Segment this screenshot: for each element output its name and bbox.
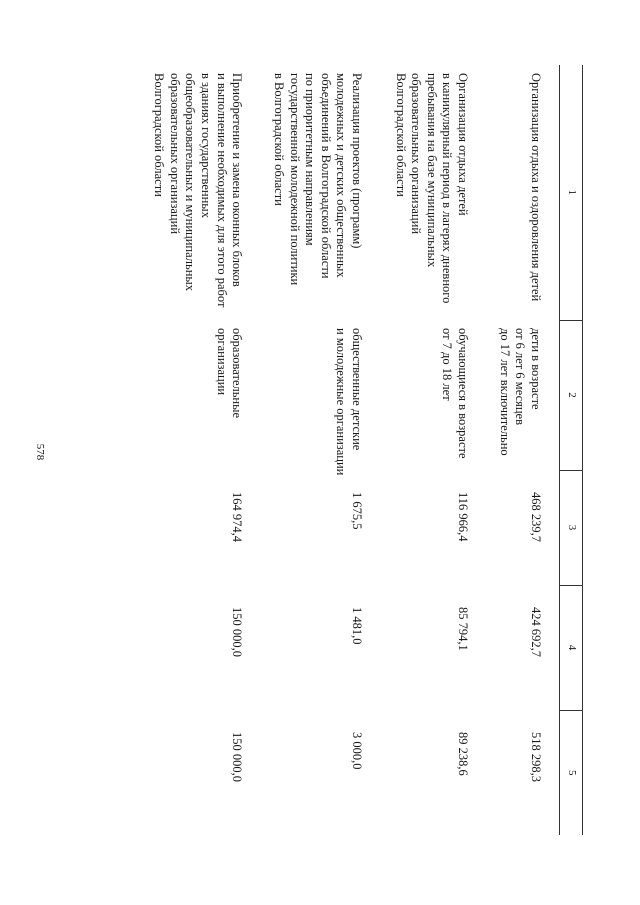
header-col-4: 4 bbox=[560, 585, 583, 710]
table-row bbox=[486, 65, 559, 835]
header-col-3: 3 bbox=[560, 470, 583, 585]
measure-name bbox=[138, 65, 260, 320]
value-col-3: 164 974,4 bbox=[230, 492, 245, 542]
text-line: государственной молодежной политики bbox=[287, 73, 302, 286]
value-col-4: 85 794,1 bbox=[456, 607, 471, 651]
value-col-4: 424 692,7 bbox=[529, 607, 543, 657]
text-line: организации bbox=[214, 328, 229, 396]
text-line: и молодежные организации bbox=[334, 328, 349, 476]
measure-name bbox=[380, 65, 486, 320]
text-line: Волгоградской области bbox=[393, 73, 408, 197]
text-line: Приобретение и замена оконных блоков bbox=[230, 73, 245, 287]
budget-table-sheet bbox=[63, 65, 583, 835]
text-line: общественные детские bbox=[350, 328, 365, 451]
header-col-5: 5 bbox=[560, 710, 583, 835]
text-line: и выполнение необходимых для этого работ bbox=[214, 73, 229, 308]
value-col-3: 1 675,5 bbox=[350, 492, 365, 530]
rotated-page-area bbox=[63, 65, 583, 835]
header-row bbox=[560, 65, 583, 835]
text-line: в Волгоградской области bbox=[272, 73, 286, 206]
text-line: образовательных организаций bbox=[409, 73, 424, 235]
text-line: дети в возрасте bbox=[529, 328, 543, 410]
value-col-5: 518 298,3 bbox=[529, 732, 543, 782]
text-line: по приоритетным направлениям bbox=[303, 73, 318, 246]
value-col-4: 1 481,0 bbox=[350, 607, 365, 645]
text-line: обучающиеся в возрасте bbox=[456, 328, 471, 459]
value-col-4: 150 000,0 bbox=[230, 607, 245, 657]
value-col-5: 89 238,6 bbox=[456, 732, 471, 776]
value-col-5: 3 000,0 bbox=[350, 732, 365, 770]
text-line: общеобразовательных и муниципальных bbox=[183, 73, 198, 292]
table-row bbox=[260, 65, 380, 835]
text-line: Волгоградской области bbox=[152, 73, 167, 197]
header-col-1: 1 bbox=[560, 65, 583, 320]
recipients bbox=[486, 320, 559, 470]
value-col-3: 468 239,7 bbox=[529, 492, 543, 542]
text-line: объединений в Волгоградской области bbox=[318, 73, 333, 279]
text-line: до 17 лет включительно bbox=[497, 328, 512, 456]
text-line: пребывания на базе муниципальных bbox=[424, 73, 439, 268]
text-line: от 6 лет 6 месяцев bbox=[513, 328, 528, 426]
text-line: Реализация проектов (программ) bbox=[350, 73, 365, 249]
text-line: Организация отдыха детей bbox=[456, 73, 471, 216]
text-line: образовательные bbox=[230, 328, 245, 419]
measure-name bbox=[260, 65, 380, 320]
value-col-5: 150 000,0 bbox=[230, 732, 245, 782]
table-row bbox=[380, 65, 486, 835]
table-row bbox=[138, 65, 260, 835]
text-line: в зданиях государственных bbox=[199, 73, 214, 218]
text-line: от 7 до 18 лет bbox=[440, 328, 455, 401]
page-number: 578 bbox=[34, 443, 46, 461]
text-line: образовательных организаций bbox=[167, 73, 182, 235]
header-col-2: 2 bbox=[560, 320, 583, 470]
text-line: Организация отдыха и оздоровления детей bbox=[529, 73, 543, 302]
recipients bbox=[260, 320, 380, 476]
text-line: молодежных и детских общественных bbox=[334, 73, 349, 278]
recipients bbox=[138, 320, 260, 470]
recipients bbox=[380, 320, 486, 470]
text-line: в каникулярный период в лагерях дневного bbox=[440, 73, 455, 304]
budget-table bbox=[138, 65, 583, 835]
value-col-3: 116 966,4 bbox=[456, 492, 471, 542]
measure-name bbox=[486, 65, 559, 320]
